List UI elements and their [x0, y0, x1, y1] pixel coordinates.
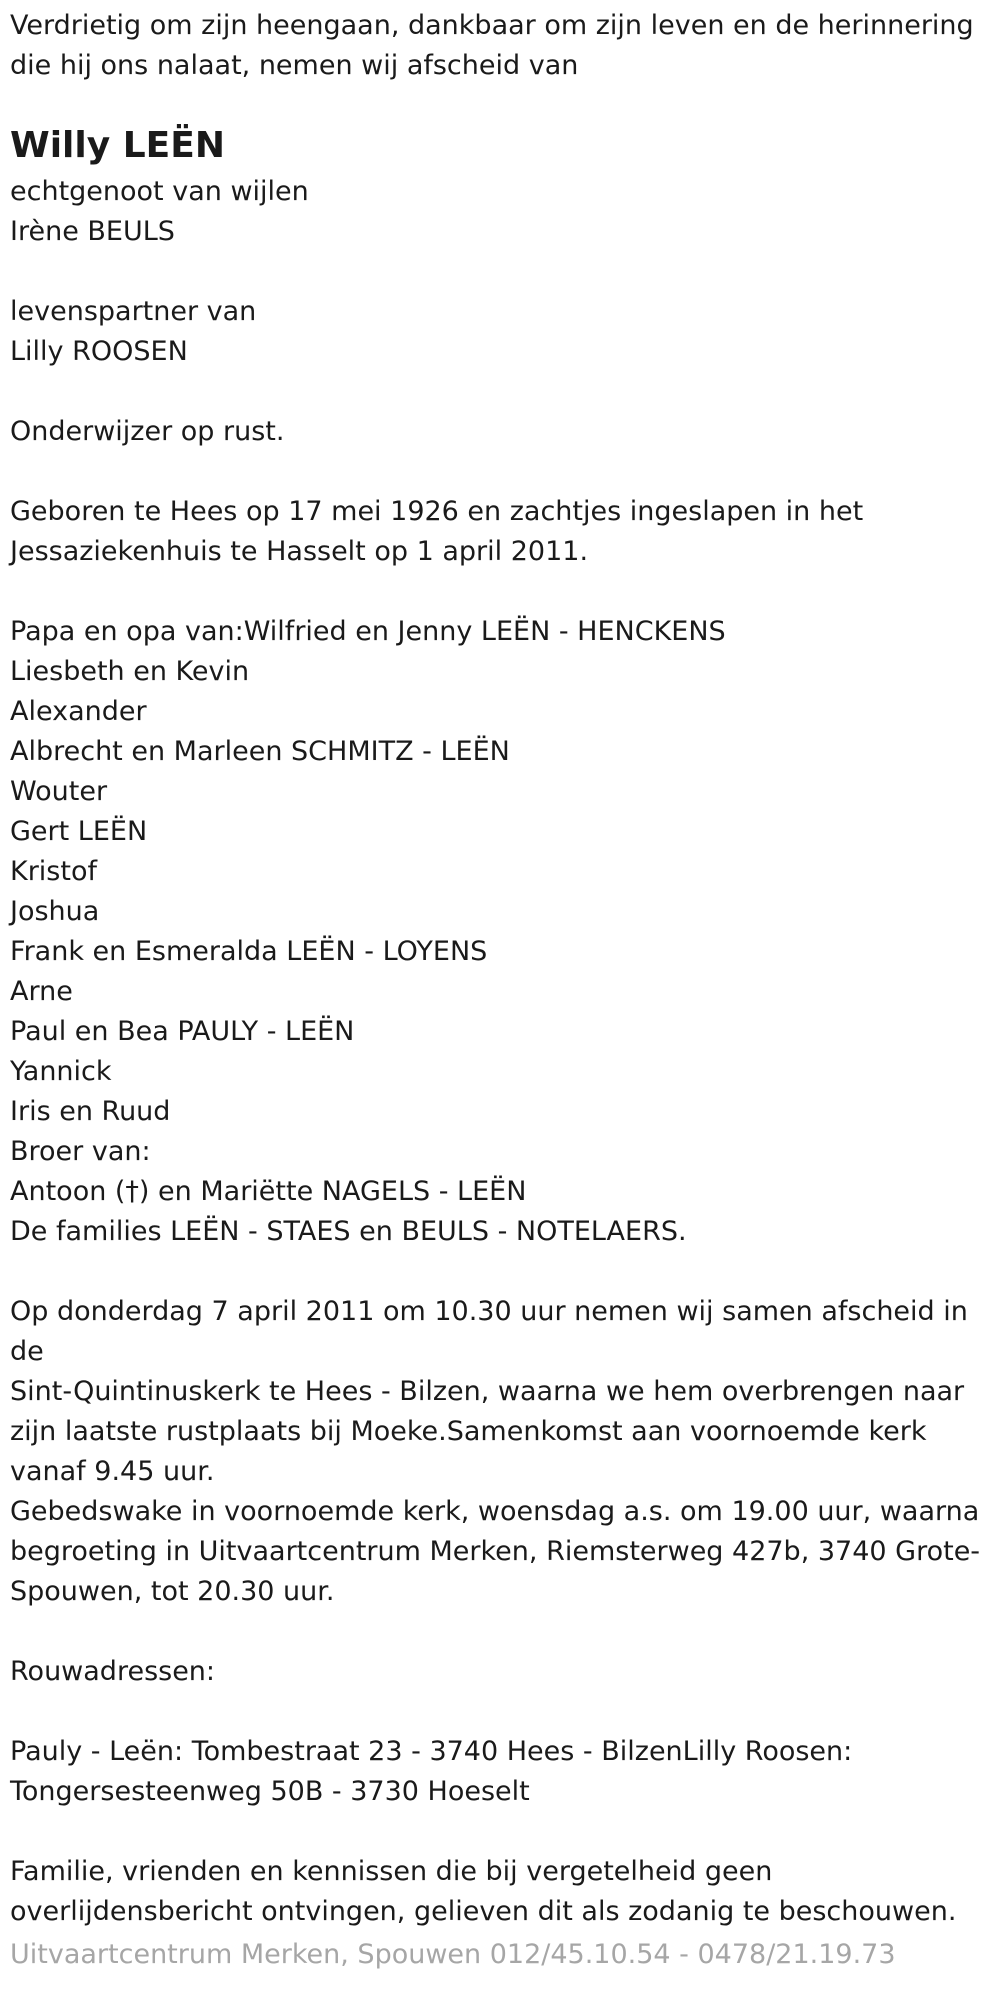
- spouse-label: echtgenoot van wijlen: [10, 176, 309, 207]
- family-item: Iris en Ruud: [10, 1096, 171, 1127]
- intro-text: [10, 6, 990, 86]
- spouse-name: Irène BEULS: [10, 216, 175, 247]
- family-item: De families LEËN - STAES en BEULS - NOTELAERS.: [10, 1216, 687, 1247]
- family-item: Joshua: [10, 896, 100, 927]
- family-item: Arne: [10, 976, 73, 1007]
- birth-death-line: Geboren te Hees op 17 mei 1926 en zachtjes ingeslapen in het: [10, 496, 864, 527]
- intro-line: Verdrietig om zijn heengaan, dankbaar om zijn leven en de herinnering: [10, 10, 974, 41]
- address-line: Tongersesteenweg 50B - 3730 Hoeselt: [10, 1776, 530, 1807]
- spacer: [10, 1812, 990, 1852]
- ceremony-text: [10, 1292, 990, 1612]
- ceremony-line: Op donderdag 7 april 2011 om 10.30 uur nemen wij samen afscheid in de: [10, 1296, 977, 1367]
- family-list: [10, 612, 990, 1252]
- family-item: Alexander: [10, 696, 147, 727]
- ceremony-line: Gebedswake in voornoemde kerk, woensdag a.s. om 19.00 uur, waarna: [10, 1496, 980, 1527]
- spacer: [10, 372, 990, 412]
- closing-line: Familie, vrienden en kennissen die bij vergetelheid geen: [10, 1856, 773, 1887]
- spacer: [10, 452, 990, 492]
- ceremony-line: vanaf 9.45 uur.: [10, 1456, 215, 1487]
- intro-line: die hij ons nalaat, nemen wij afscheid van: [10, 50, 579, 81]
- family-item: Frank en Esmeralda LEËN - LOYENS: [10, 936, 488, 967]
- ceremony-line: begroeting in Uitvaartcentrum Merken, Riemsterweg 427b, 3740 Grote-: [10, 1536, 981, 1567]
- family-item: Wouter: [10, 776, 108, 807]
- address-line: Pauly - Leën: Tombestraat 23 - 3740 Hees - BilzenLilly Roosen:: [10, 1736, 853, 1767]
- partner-label: levenspartner van: [10, 296, 257, 327]
- family-item: Antoon (†) en Mariëtte NAGELS - LEËN: [10, 1176, 527, 1207]
- funeral-home-footer: Uitvaartcentrum Merken, Spouwen 012/45.10.54 - 0478/21.19.73: [10, 1939, 896, 1970]
- addresses-label: Rouwadressen:: [10, 1656, 216, 1687]
- family-item: Yannick: [10, 1056, 112, 1087]
- family-item: Albrecht en Marleen SCHMITZ - LEËN: [10, 736, 510, 767]
- family-item: Liesbeth en Kevin: [10, 656, 250, 687]
- ceremony-line: Sint-Quintinuskerk te Hees - Bilzen, waarna we hem overbrengen naar: [10, 1376, 965, 1407]
- spacer: [10, 252, 990, 292]
- birth-death-line: Jessaziekenhuis te Hasselt op 1 april 2011.: [10, 536, 589, 567]
- spacer: [10, 1692, 990, 1732]
- spacer: [10, 1612, 990, 1652]
- spacer: [10, 572, 990, 612]
- ceremony-line: Spouwen, tot 20.30 uur.: [10, 1576, 335, 1607]
- spacer: [10, 1252, 990, 1292]
- deceased-name: Willy LEËN: [10, 125, 225, 166]
- partner-name: Lilly ROOSEN: [10, 336, 188, 367]
- family-item: Paul en Bea PAULY - LEËN: [10, 1016, 355, 1047]
- ceremony-line: zijn laatste rustplaats bij Moeke.Samenkomst aan voornoemde kerk: [10, 1416, 927, 1447]
- obituary-body: [10, 172, 990, 1932]
- family-item: Papa en opa van:Wilfried en Jenny LEËN - HENCKENS: [10, 616, 726, 647]
- family-item: Kristof: [10, 856, 97, 887]
- family-item: Gert LEËN: [10, 816, 148, 847]
- family-item: Broer van:: [10, 1136, 151, 1167]
- closing-line: overlijdensbericht ontvingen, gelieven dit als zodanig te beschouwen.: [10, 1896, 957, 1927]
- profession: Onderwijzer op rust.: [10, 416, 285, 447]
